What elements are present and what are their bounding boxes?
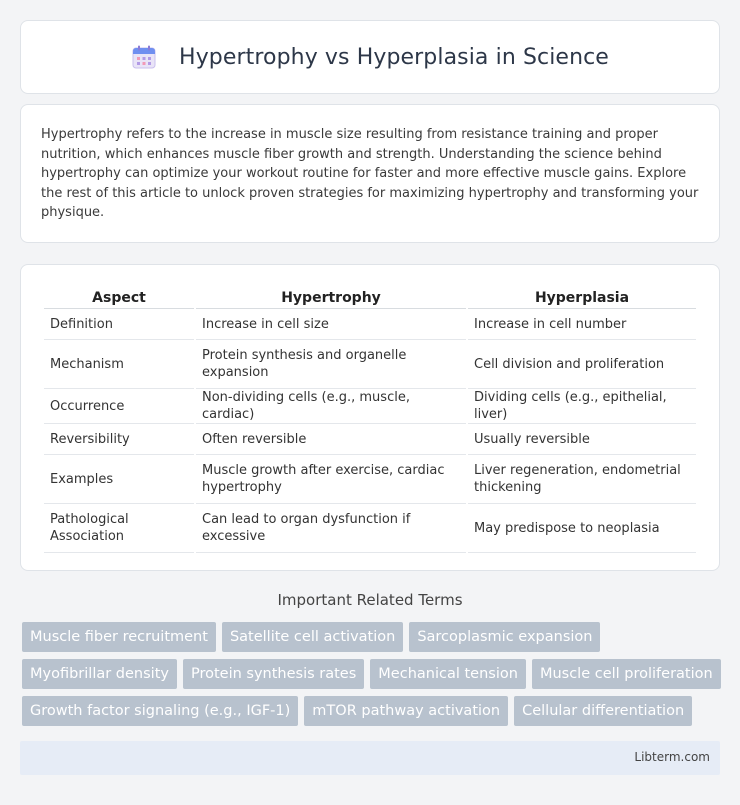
table-header-row: [44, 287, 696, 309]
comparison-table-card: [20, 264, 720, 571]
table-row: [44, 309, 696, 340]
header-hyperplasia: Hyperplasia: [468, 287, 696, 309]
cell-aspect: Examples: [44, 455, 194, 504]
tag-row: [22, 659, 722, 689]
header-aspect: Aspect: [44, 287, 194, 309]
related-terms-title: Important Related Terms: [277, 591, 463, 609]
tag-mtor-pathway-activation[interactable]: mTOR pathway activation: [304, 696, 508, 726]
cell-hypertrophy: Protein synthesis and organelle expansion: [196, 340, 466, 389]
cell-hypertrophy: Muscle growth after exercise, cardiac hypertrophy: [196, 455, 466, 504]
tag-row: [22, 696, 722, 726]
cell-hypertrophy: Non-dividing cells (e.g., muscle, cardiac): [196, 389, 466, 424]
cell-aspect: Reversibility: [44, 424, 194, 455]
cell-aspect: Pathological Association: [44, 504, 194, 553]
cell-hyperplasia: Increase in cell number: [468, 309, 696, 340]
cell-hypertrophy: Often reversible: [196, 424, 466, 455]
cell-hyperplasia: Liver regeneration, endometrial thickening: [468, 455, 696, 504]
related-terms-tags: [22, 622, 722, 733]
tag-sarcoplasmic-expansion[interactable]: Sarcoplasmic expansion: [409, 622, 600, 652]
intro-card: [20, 104, 720, 243]
cell-hyperplasia: Dividing cells (e.g., epithelial, liver): [468, 389, 696, 424]
header-hypertrophy: Hypertrophy: [196, 287, 466, 309]
table-row: [44, 340, 696, 389]
cell-hyperplasia: Usually reversible: [468, 424, 696, 455]
cell-aspect: Occurrence: [44, 389, 194, 424]
cell-hyperplasia: May predispose to neoplasia: [468, 504, 696, 553]
header-card: [20, 20, 720, 94]
tag-satellite-cell-activation[interactable]: Satellite cell activation: [222, 622, 403, 652]
table-row: [44, 504, 696, 553]
tag-row: [22, 622, 722, 652]
table-row: [44, 424, 696, 455]
header: [131, 44, 609, 70]
tag-muscle-fiber-recruitment[interactable]: Muscle fiber recruitment: [22, 622, 216, 652]
tag-protein-synthesis-rates[interactable]: Protein synthesis rates: [183, 659, 364, 689]
tag-myofibrillar-density[interactable]: Myofibrillar density: [22, 659, 177, 689]
footer: [20, 741, 720, 775]
comparison-table: [42, 287, 698, 553]
table-row: [44, 389, 696, 424]
cell-hypertrophy: Can lead to organ dysfunction if excessive: [196, 504, 466, 553]
calendar-icon: [131, 44, 157, 70]
tag-growth-factor-signaling[interactable]: Growth factor signaling (e.g., IGF-1): [22, 696, 298, 726]
page-title: Hypertrophy vs Hyperplasia in Science: [179, 44, 609, 70]
cell-hyperplasia: Cell division and proliferation: [468, 340, 696, 389]
intro-paragraph: Hypertrophy refers to the increase in muscle size resulting from resistance training and proper nutrition, which enhances muscle fiber growth and strength. Understanding the science behind hypertrophy can optimize your workout routine for faster and more effective muscle gains. Explore the rest of this article to unlock proven strategies for maximizing hypertrophy and transforming your physique.: [41, 127, 699, 221]
table-row: [44, 455, 696, 504]
tag-muscle-cell-proliferation[interactable]: Muscle cell proliferation: [532, 659, 721, 689]
cell-hypertrophy: Increase in cell size: [196, 309, 466, 340]
cell-aspect: Definition: [44, 309, 194, 340]
tag-mechanical-tension[interactable]: Mechanical tension: [370, 659, 526, 689]
footer-site-link[interactable]: Libterm.com: [634, 750, 710, 764]
cell-aspect: Mechanism: [44, 340, 194, 389]
tag-cellular-differentiation[interactable]: Cellular differentiation: [514, 696, 692, 726]
